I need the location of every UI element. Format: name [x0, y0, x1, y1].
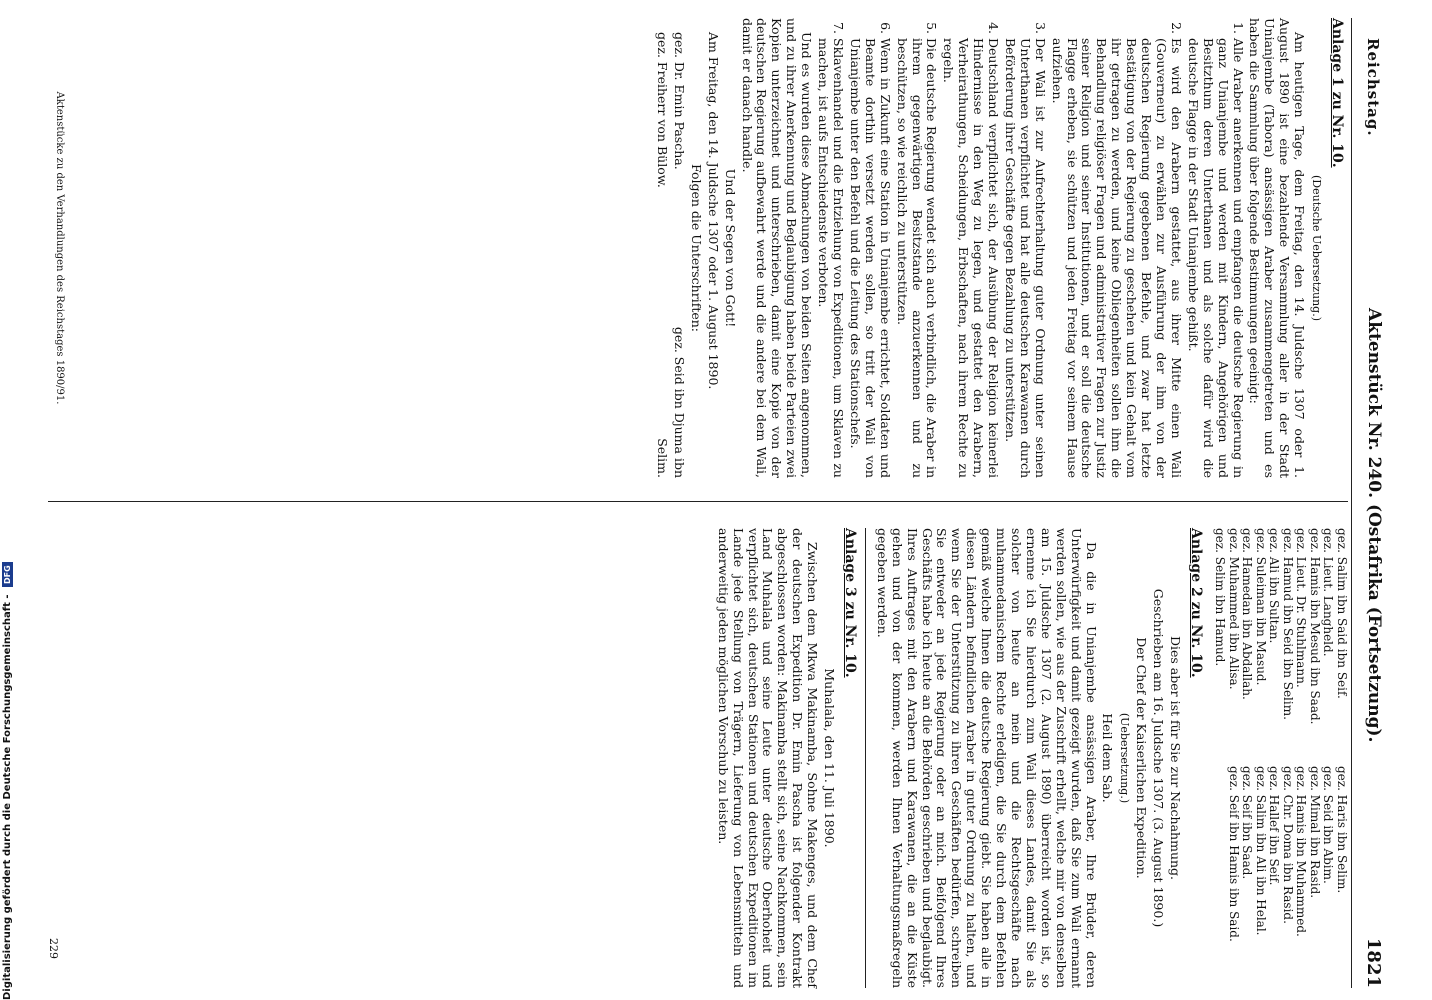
signature-name: gez. Seif ibn Hamis ibn Said. — [1227, 766, 1241, 942]
anlage-1-blessing: Und der Segen von Gott! — [722, 168, 738, 328]
anlage-2-sender: Der Chef der Kaiserlichen Expedition. — [1134, 637, 1150, 879]
anlage-1-item: 4. Deutschland verpflichtet sich, der Ausübung der Religion keinerlei Hindernisse in den Weg zu legen, und gestattet den Arabern, Verheirathungen, Scheidungen, Erbschaften, nach ihrem Rechte zu regeln. — [940, 38, 1000, 478]
anlage-1-closing: Und es wurden diese Abmachungen von beiden Seiten angenommen, und zu ihrer Anerkennung und Beglaubigung haben beide Parteien zwei Kopien unterzeichnet und unterschrieben, damit eine Kopie von der deutschen Regierung aufbewahrt werde und die andere bei dem Wali, damit er danach handle. — [739, 18, 815, 478]
signature-name: gez. Seif ibn Saad. — [1240, 766, 1255, 880]
signature-name: gez. Seid ibn Abim. — [1321, 766, 1336, 884]
column-signatures-anlage-2 — [713, 528, 1348, 988]
signature: gez. Seid ibn Djuma ibn — [671, 326, 687, 478]
spine-credit — [2, 460, 13, 1000]
anlage-2-salutation: Heil dem Sab. — [1100, 713, 1116, 803]
anlage-1-title: Anlage 1 zu Nr. 10. — [1329, 18, 1345, 168]
header-left: Reichstag. — [1364, 38, 1382, 137]
signature-row — [654, 18, 669, 478]
signature-name: gez. Hamud ibn Seid ibn Selim. — [1281, 528, 1295, 720]
spine-credit-text: Digitalisierung gefördert durch die Deutsche Forschungsgemeinschaft - — [2, 594, 13, 1000]
anlage-2-body: Da die in Unianjembe ansässigen Araber, Ihre Brüder, deren Unterwürfigkeit und damit gezeigt wurden, daß Sie zum Wali ernannt werden sollen, wie aus der Zuschrift erhellt, welche mir von denselben am 15. Juldsche 1307 (2. August 1890) überreicht worden ist, so ernenne ich Sie hierdurch zum Wali dieses Landes, damit Sie als solcher von heute an mein und die Rechtsgeschäfte nach muhammedanischem Rechte erledigen, die Sie durch dem Befehlen gemäß welche Ihnen die deutsche Regierung giebt. Sie haben alle in diesen Ländern befindlichen Araber in guter Ordnung zu halten, und wenn Sie der Unterstützung zu ihren Geschäften bedürfen, schreiben Sie entweder an jede Regierung oder an mich. Beifolgend Ihres Geschäfts habe ich heute an die Behörden geschrieben und beglaubigt. Ihres Auftrages mit den Arabern und Karawanen, die an die Küste gehen und von der kommen, werden Ihnen Verhaltungsmaßregeln gegeben werden. — [874, 528, 1099, 988]
column-divider — [48, 501, 1348, 502]
anlage-1-item: 7. Sklavenhandel und die Entziehung von Expeditionen, um Sklaven zu machen, ist aufs Entschiedenste verboten. — [815, 38, 845, 478]
signature-row — [671, 18, 686, 478]
header-document-number: Aktenstück Nr. 240. — [1364, 308, 1384, 499]
anlage-1-subtitle: (Deutsche Uebersetzung.) — [1310, 175, 1324, 321]
bottom-page-number: 229 — [47, 938, 60, 959]
anlage-1-date: Am Freitag, den 14. Juldsche 1307 oder 1. August 1890. — [705, 32, 721, 390]
column-anlage-1 — [652, 18, 1348, 478]
signature-name: gez. Mimal ibn Rasid. — [1308, 766, 1322, 899]
anlage-1-intro: Am heutigen Tage, dem Freitag, den 14. Juldsche 1307 oder 1. August 1890 ist eine bezahlende Versammlung aller in der Stadt Unianjembe (Tabora) ansässigen Araber zusammengetreten und es haben die Sammlung über folgende Bestimmungen geeinigt: — [1247, 18, 1308, 478]
signature-name: gez. Selim ibn Hamud. — [1213, 528, 1228, 667]
signature: gez. Dr. Emin Pascha. — [671, 32, 687, 170]
anlage-3-body: Zwischen dem Mkwa Makinamba, Sohne Makenges, und dem Chef der deutschen Expedition Dr. Emin Pascha ist folgender Kontrakt abgeschlossen worden: Makinamba stellt sich, seine Nachkommen, sein Land Muhalala und seine Leute unter deutsche Oberhoheit und verpflichtet sich, deutschen Stationen und deutschen Expeditionen im Lande jede Stellung von Trägern, Lieferung von Lebensmitteln und anderweitig jeden möglichen Vorschub zu leisten. — [715, 528, 821, 988]
anlage-1-item: 5. Die deutsche Regierung wendet sich auch verbindlich, die Araber in ihrem gegenwärtigen Besitzstande anzuerkennen und zu beschützen, so wie reichlich zu unterstützen. — [894, 38, 939, 478]
page-number: 1821 — [1363, 937, 1384, 988]
signature: Selim. — [655, 438, 671, 478]
header-title — [1364, 308, 1384, 742]
anlage-2-intro: Dies aber ist für Sie zur Nachahmung. — [1168, 635, 1184, 881]
signature-name: gez. Salim ibn Said ibn Seif. — [1335, 528, 1349, 699]
signature-name: gez. Chr. Doma ibn Rasid. — [1281, 766, 1295, 924]
anlage-1-item: 3. Der Wali ist zur Aufrechterhaltung guter Ordnung unter seinen Unterthanen verpflichtet und hat alle deutschen Karawanen durch Beförderung ihrer Geschäfte gegen Bezahlung zu unterstützen. — [1002, 38, 1047, 478]
anlage-2-title: Anlage 2 zu Nr. 10. — [1188, 528, 1204, 678]
header-rule — [1351, 18, 1352, 988]
signature-name: gez. Ali ibn Sultan. — [1267, 528, 1282, 644]
signature-name: gez. Lieut. Dr. Stuhlmann. — [1294, 528, 1309, 688]
rotated-page-content — [10, 8, 1400, 998]
page-header — [1348, 8, 1388, 998]
anlage-1-signatures-heading: Folgen die Unterschriften: — [688, 163, 704, 333]
signature-name: gez. Muhammed ibn Alisa. — [1227, 528, 1241, 690]
signature: gez. Freiherr von Bülow. — [655, 32, 671, 188]
signature-name: gez. Suleiman ibn Masud. — [1254, 528, 1268, 686]
section-rule — [865, 528, 866, 988]
anlage-3-date: Muhalala, den 11. Juli 1890. — [822, 668, 838, 848]
header-document-sub: (Ostafrika (Fortsetzung). — [1364, 503, 1384, 743]
anlage-1-item: 6. Wenn in Zukunft eine Station in Unianjembe errichtet, Soldaten und Beamte dorthin versetzt werden sollen, so tritt der Wali von Unianjembe unter den Befehl und die Leitung des Stationschefs. — [847, 38, 892, 478]
anlage-2-sender-sub: (Uebersetzung.) — [1118, 712, 1132, 804]
anlage-1-item: 2. Es wird den Arabern gestattet, aus ihrer Mitte einen Wali (Gouverneur) zu erwählen zur Ausführung der ihm von der deutschen Regierung gegebenen Befehle, und zwar hat letzte Bestätigung von der Regierung zu geschehen und kein Gehalt vom ihr getragen zu werden, und keine Obliegenheiten sollen ihm die Behandlung religiöser Fragen und administrativer Fragen zur Justiz seiner Religion und seiner Institutionen, und er soll die deutsche Flagge erheben, sie schützen und jeden Freitag vor seinem Hause aufziehen. — [1049, 38, 1183, 478]
anlage-3-title: Anlage 3 zu Nr. 10. — [841, 528, 858, 678]
anlage-1-item: 1. Alle Araber anerkennen und empfangen die deutsche Regierung in ganz Unianjembe und werden mit Kindern, Angehörigen und Besitzthum deren Unterthanen und als solche dafür wird die deutsche Flagge in der Stadt Unianjembe gehißt. — [1185, 38, 1245, 478]
signature-name: gez. Hallef ibn Seif. — [1267, 766, 1282, 886]
signature-name: gez. Haris ibn Selim. — [1335, 766, 1349, 894]
anlage-2-date: Geschrieben am 16. Juldsche 1307. (3. August 1890.) — [1151, 588, 1167, 928]
signature-name: gez. Hamedan ibn Abdallah. — [1240, 528, 1255, 700]
dfg-logo: DFG — [2, 562, 13, 587]
footnote: Aktenstücke zu den Verhandlungen des Reichstages 1890/91. — [54, 91, 65, 405]
signature-name: gez. Salim ibn Ali ibn Helal. — [1254, 766, 1268, 936]
anlage-1-items — [815, 18, 1244, 478]
signature-name: gez. Hamis ibn Muhammed. — [1294, 766, 1309, 937]
signature-name: gez. Hamis ibn Mesud ibn Saad. — [1308, 528, 1322, 725]
signature-list — [1213, 528, 1348, 988]
signature-name: gez. Lieut. Langheld. — [1321, 528, 1336, 657]
